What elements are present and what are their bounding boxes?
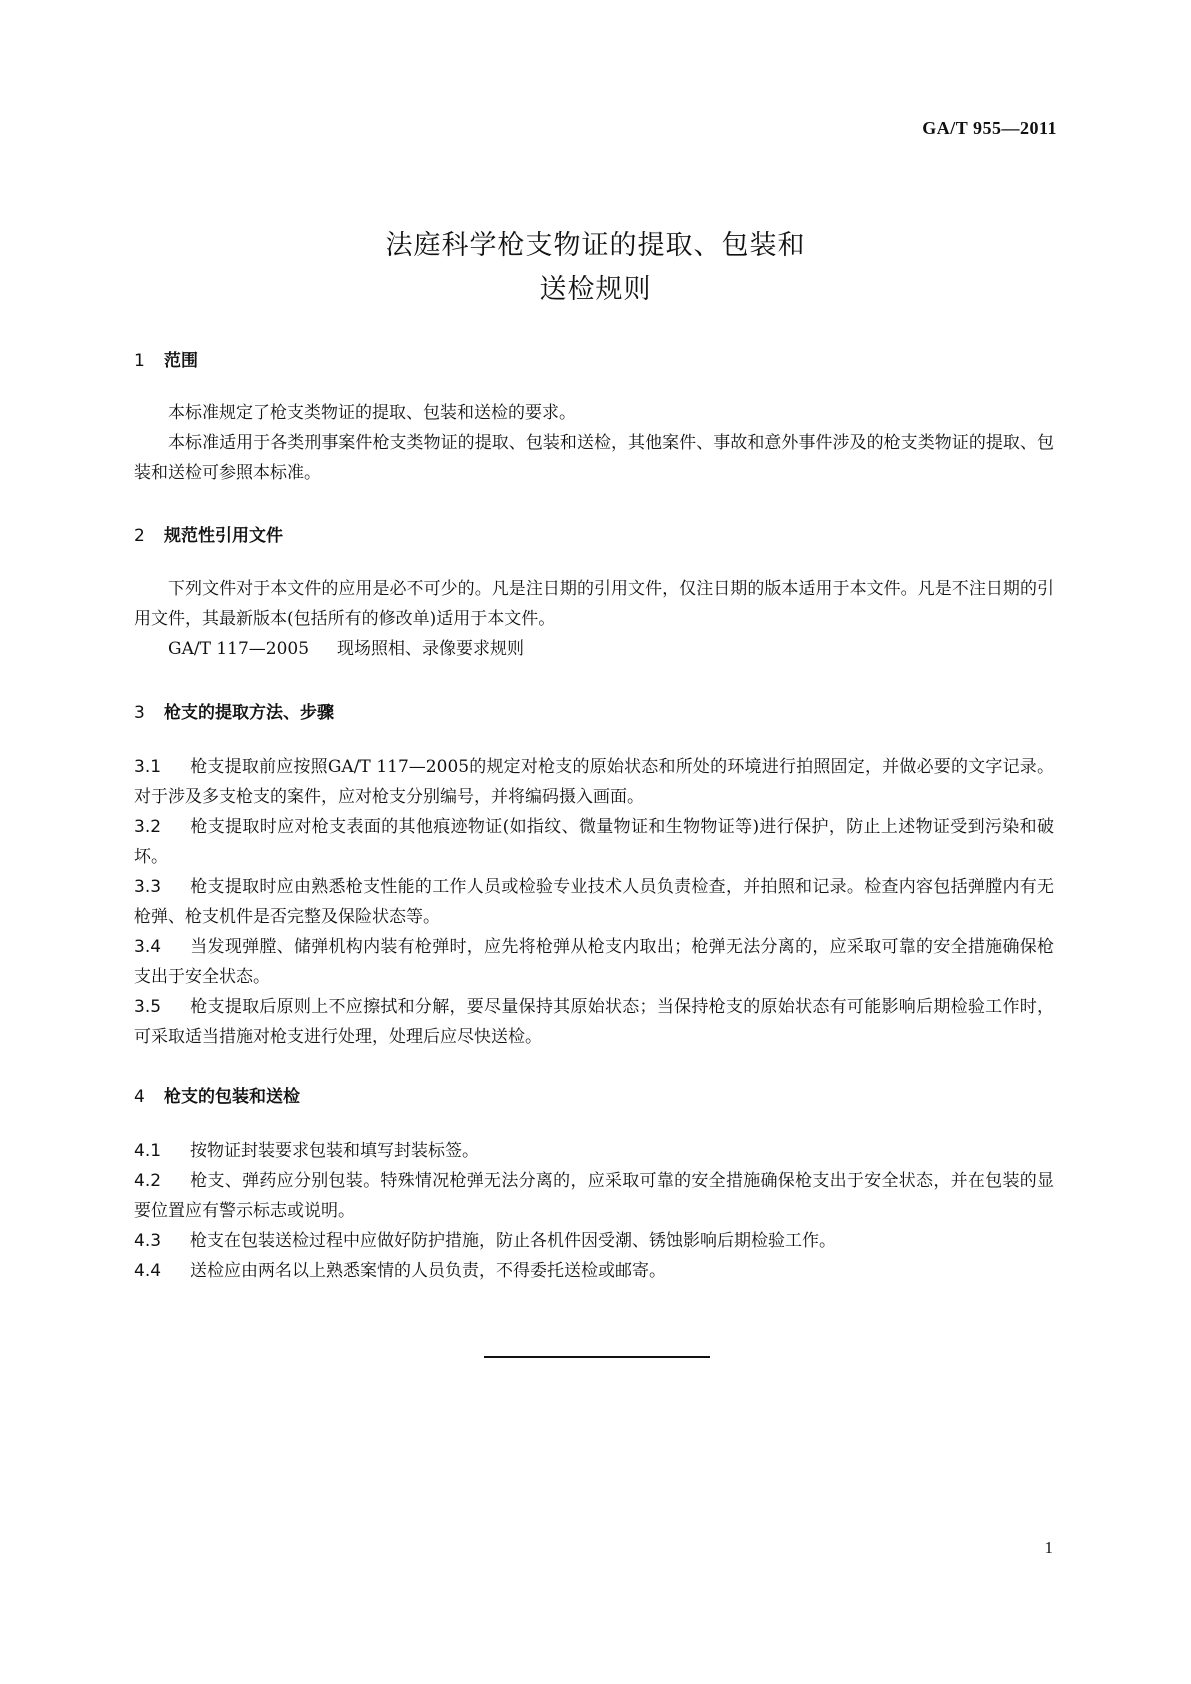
clause-3-4	[134, 932, 1054, 992]
clause-4-2	[134, 1166, 1054, 1226]
clause-number: 3.5	[134, 997, 162, 1017]
normative-reference	[168, 634, 524, 664]
clause-number: 4.4	[134, 1261, 162, 1281]
document-title	[0, 224, 1191, 312]
section-2-paragraph-1: 下列文件对于本文件的应用是必不可少的。凡是注日期的引用文件，仅注日期的版本适用于本文件。凡是不注日期的引用文件，其最新版本(包括所有的修改单)适用于本文件。	[134, 579, 1054, 629]
section-number: 2	[134, 526, 145, 546]
clause-3-2	[134, 812, 1054, 872]
clause-number: 3.1	[134, 757, 162, 777]
section-title: 枪支的提取方法、步骤	[164, 703, 334, 723]
clause-3-3	[134, 872, 1054, 932]
clause-text: 枪支提取时应对枪支表面的其他痕迹物证(如指纹、微量物证和生物物证等)进行保护，防止上述物证受到污染和破坏。	[134, 817, 1054, 867]
section-title: 枪支的包装和送检	[164, 1087, 300, 1107]
reference-code: GA/T 117—2005	[168, 639, 310, 659]
title-line-2: 送检规则	[539, 274, 652, 305]
title-line-1: 法庭科学枪支物证的提取、包装和	[385, 230, 806, 261]
clause-number: 3.4	[134, 937, 162, 957]
reference-title: 现场照相、录像要求规则	[337, 639, 525, 659]
clause-number: 4.3	[134, 1231, 162, 1251]
clause-number: 4.2	[134, 1171, 162, 1191]
clause-number: 3.2	[134, 817, 162, 837]
section-4-heading	[134, 1082, 300, 1107]
clause-4-3	[134, 1226, 1054, 1256]
clause-4-4	[134, 1256, 1054, 1286]
section-2-heading	[134, 521, 283, 546]
clause-4-1	[134, 1136, 1054, 1166]
end-of-document-rule	[484, 1356, 710, 1358]
clause-text: 枪支、弹药应分别包装。特殊情况枪弹无法分离的，应采取可靠的安全措施确保枪支出于安全状态，并在包装的显要位置应有警示标志或说明。	[134, 1171, 1054, 1221]
section-title: 规范性引用文件	[164, 526, 283, 546]
clause-text: 枪支提取后原则上不应擦拭和分解，要尽量保持其原始状态；当保持枪支的原始状态有可能影响后期检验工作时，可采取适当措施对枪支进行处理，处理后应尽快送检。	[134, 997, 1054, 1047]
clause-number: 3.3	[134, 877, 162, 897]
section-1-heading	[134, 346, 198, 371]
page-number: 1	[1044, 1538, 1053, 1557]
section-title: 范围	[164, 351, 198, 371]
clause-text: 枪支在包装送检过程中应做好防护措施，防止各机件因受潮、锈蚀影响后期检验工作。	[190, 1231, 836, 1251]
section-number: 1	[134, 351, 145, 371]
clause-3-1	[134, 752, 1054, 812]
clause-text: 枪支提取前应按照GA/T 117—2005的规定对枪支的原始状态和所处的环境进行拍照固定，并做必要的文字记录。对于涉及多支枪支的案件，应对枪支分别编号，并将编码摄入画面。	[134, 757, 1054, 807]
section-1-paragraph-1: 本标准规定了枪支类物证的提取、包装和送检的要求。	[168, 403, 576, 423]
section-3-heading	[134, 698, 334, 723]
standard-code: GA/T 955—2011	[922, 118, 1057, 138]
section-number: 4	[134, 1087, 145, 1107]
section-number: 3	[134, 703, 145, 723]
clause-text: 按物证封装要求包装和填写封装标签。	[190, 1141, 479, 1161]
clause-3-5	[134, 992, 1054, 1052]
clause-text: 送检应由两名以上熟悉案情的人员负责，不得委托送检或邮寄。	[190, 1261, 666, 1281]
clause-number: 4.1	[134, 1141, 162, 1161]
clause-text: 枪支提取时应由熟悉枪支性能的工作人员或检验专业技术人员负责检查，并拍照和记录。检查内容包括弹膛内有无枪弹、枪支机件是否完整及保险状态等。	[134, 877, 1054, 927]
clause-text: 当发现弹膛、储弹机构内装有枪弹时，应先将枪弹从枪支内取出；枪弹无法分离的，应采取可靠的安全措施确保枪支出于安全状态。	[134, 937, 1054, 987]
section-1-paragraph-2: 本标准适用于各类刑事案件枪支类物证的提取、包装和送检，其他案件、事故和意外事件涉及的枪支类物证的提取、包装和送检可参照本标准。	[134, 433, 1054, 483]
